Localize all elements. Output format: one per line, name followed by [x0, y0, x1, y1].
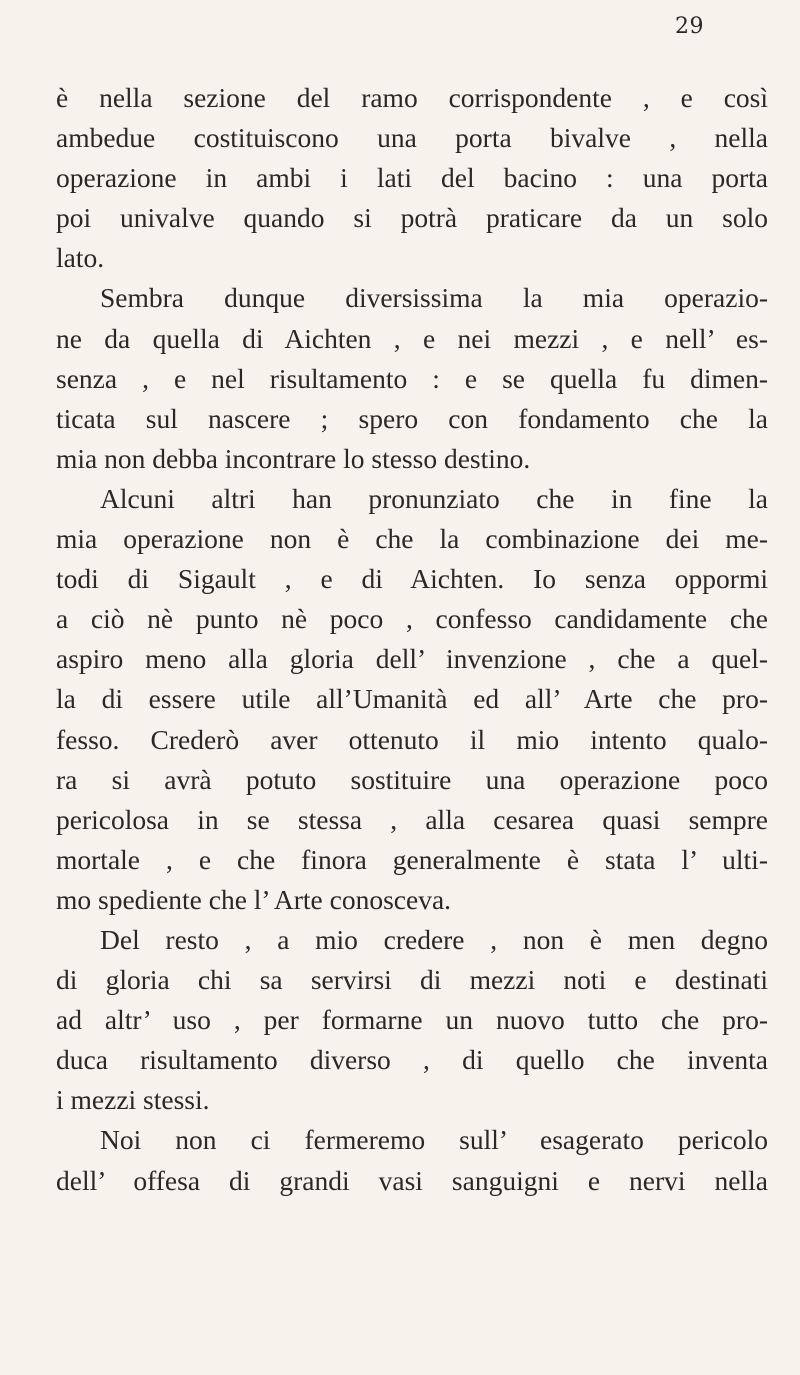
text-line: mo spediente che l’ Arte conosceva.: [56, 883, 452, 915]
paragraph-2: [56, 278, 768, 478]
text-line: a ciò nè punto nè poco , confesso candidamente che: [56, 603, 768, 635]
text-line: todi di Sigault , e di Aichten. Io senza oppormi: [56, 563, 768, 595]
text-line: Del resto , a mio credere , non è men degno: [100, 923, 768, 955]
page-number: 29: [675, 14, 704, 39]
text-line: la di essere utile all’Umanità ed all’ Arte che pro-: [56, 683, 768, 715]
text-line: ra si avrà potuto sostituire una operazione poco: [56, 763, 768, 795]
body-text: [56, 78, 768, 1201]
text-line: aspiro meno alla gloria dell’ invenzione , che a quel-: [56, 643, 768, 675]
text-line: Sembra dunque diversissima la mia operazio-: [100, 282, 768, 314]
text-line: duca risultamento diverso , di quello che inventa: [56, 1044, 768, 1076]
text-line: pericolosa in se stessa , alla cesarea quasi sempre: [56, 803, 768, 835]
text-line: poi univalve quando si potrà praticare da un solo: [56, 202, 768, 234]
text-line: ne da quella di Aichten , e nei mezzi , e nell’ es-: [56, 322, 768, 354]
paragraph-1: [56, 78, 768, 278]
text-line: mortale , e che finora generalmente è stata l’ ulti-: [56, 843, 768, 875]
text-line: dell’ offesa di grandi vasi sanguigni e nervi nella: [56, 1164, 768, 1196]
paragraph-5: [56, 1120, 768, 1200]
text-line: mia non debba incontrare lo stesso destino.: [56, 442, 531, 474]
text-line: Alcuni altri han pronunziato che in fine la: [100, 482, 768, 514]
text-line: ambedue costituiscono una porta bivalve , nella: [56, 122, 768, 154]
text-line: fesso. Crederò aver ottenuto il mio intento qualo-: [56, 723, 768, 755]
text-line: è nella sezione del ramo corrispondente , e così: [56, 82, 768, 113]
text-line: operazione in ambi i lati del bacino : una porta: [56, 162, 768, 194]
text-line: ticata sul nascere ; spero con fondamento che la: [56, 402, 768, 434]
text-line: di gloria chi sa servirsi di mezzi noti e destinati: [56, 964, 768, 996]
text-line: i mezzi stessi.: [56, 1084, 210, 1116]
text-line: lato.: [56, 242, 105, 274]
paragraph-4: [56, 920, 768, 1120]
text-line: Noi non ci fermeremo sull’ esagerato pericolo: [100, 1124, 768, 1156]
text-line: ad altr’ uso , per formarne un nuovo tutto che pro-: [56, 1004, 768, 1036]
text-line: mia operazione non è che la combinazione dei me-: [56, 523, 768, 555]
text-line: senza , e nel risultamento : e se quella fu dimen-: [56, 362, 768, 394]
paragraph-3: [56, 479, 768, 920]
